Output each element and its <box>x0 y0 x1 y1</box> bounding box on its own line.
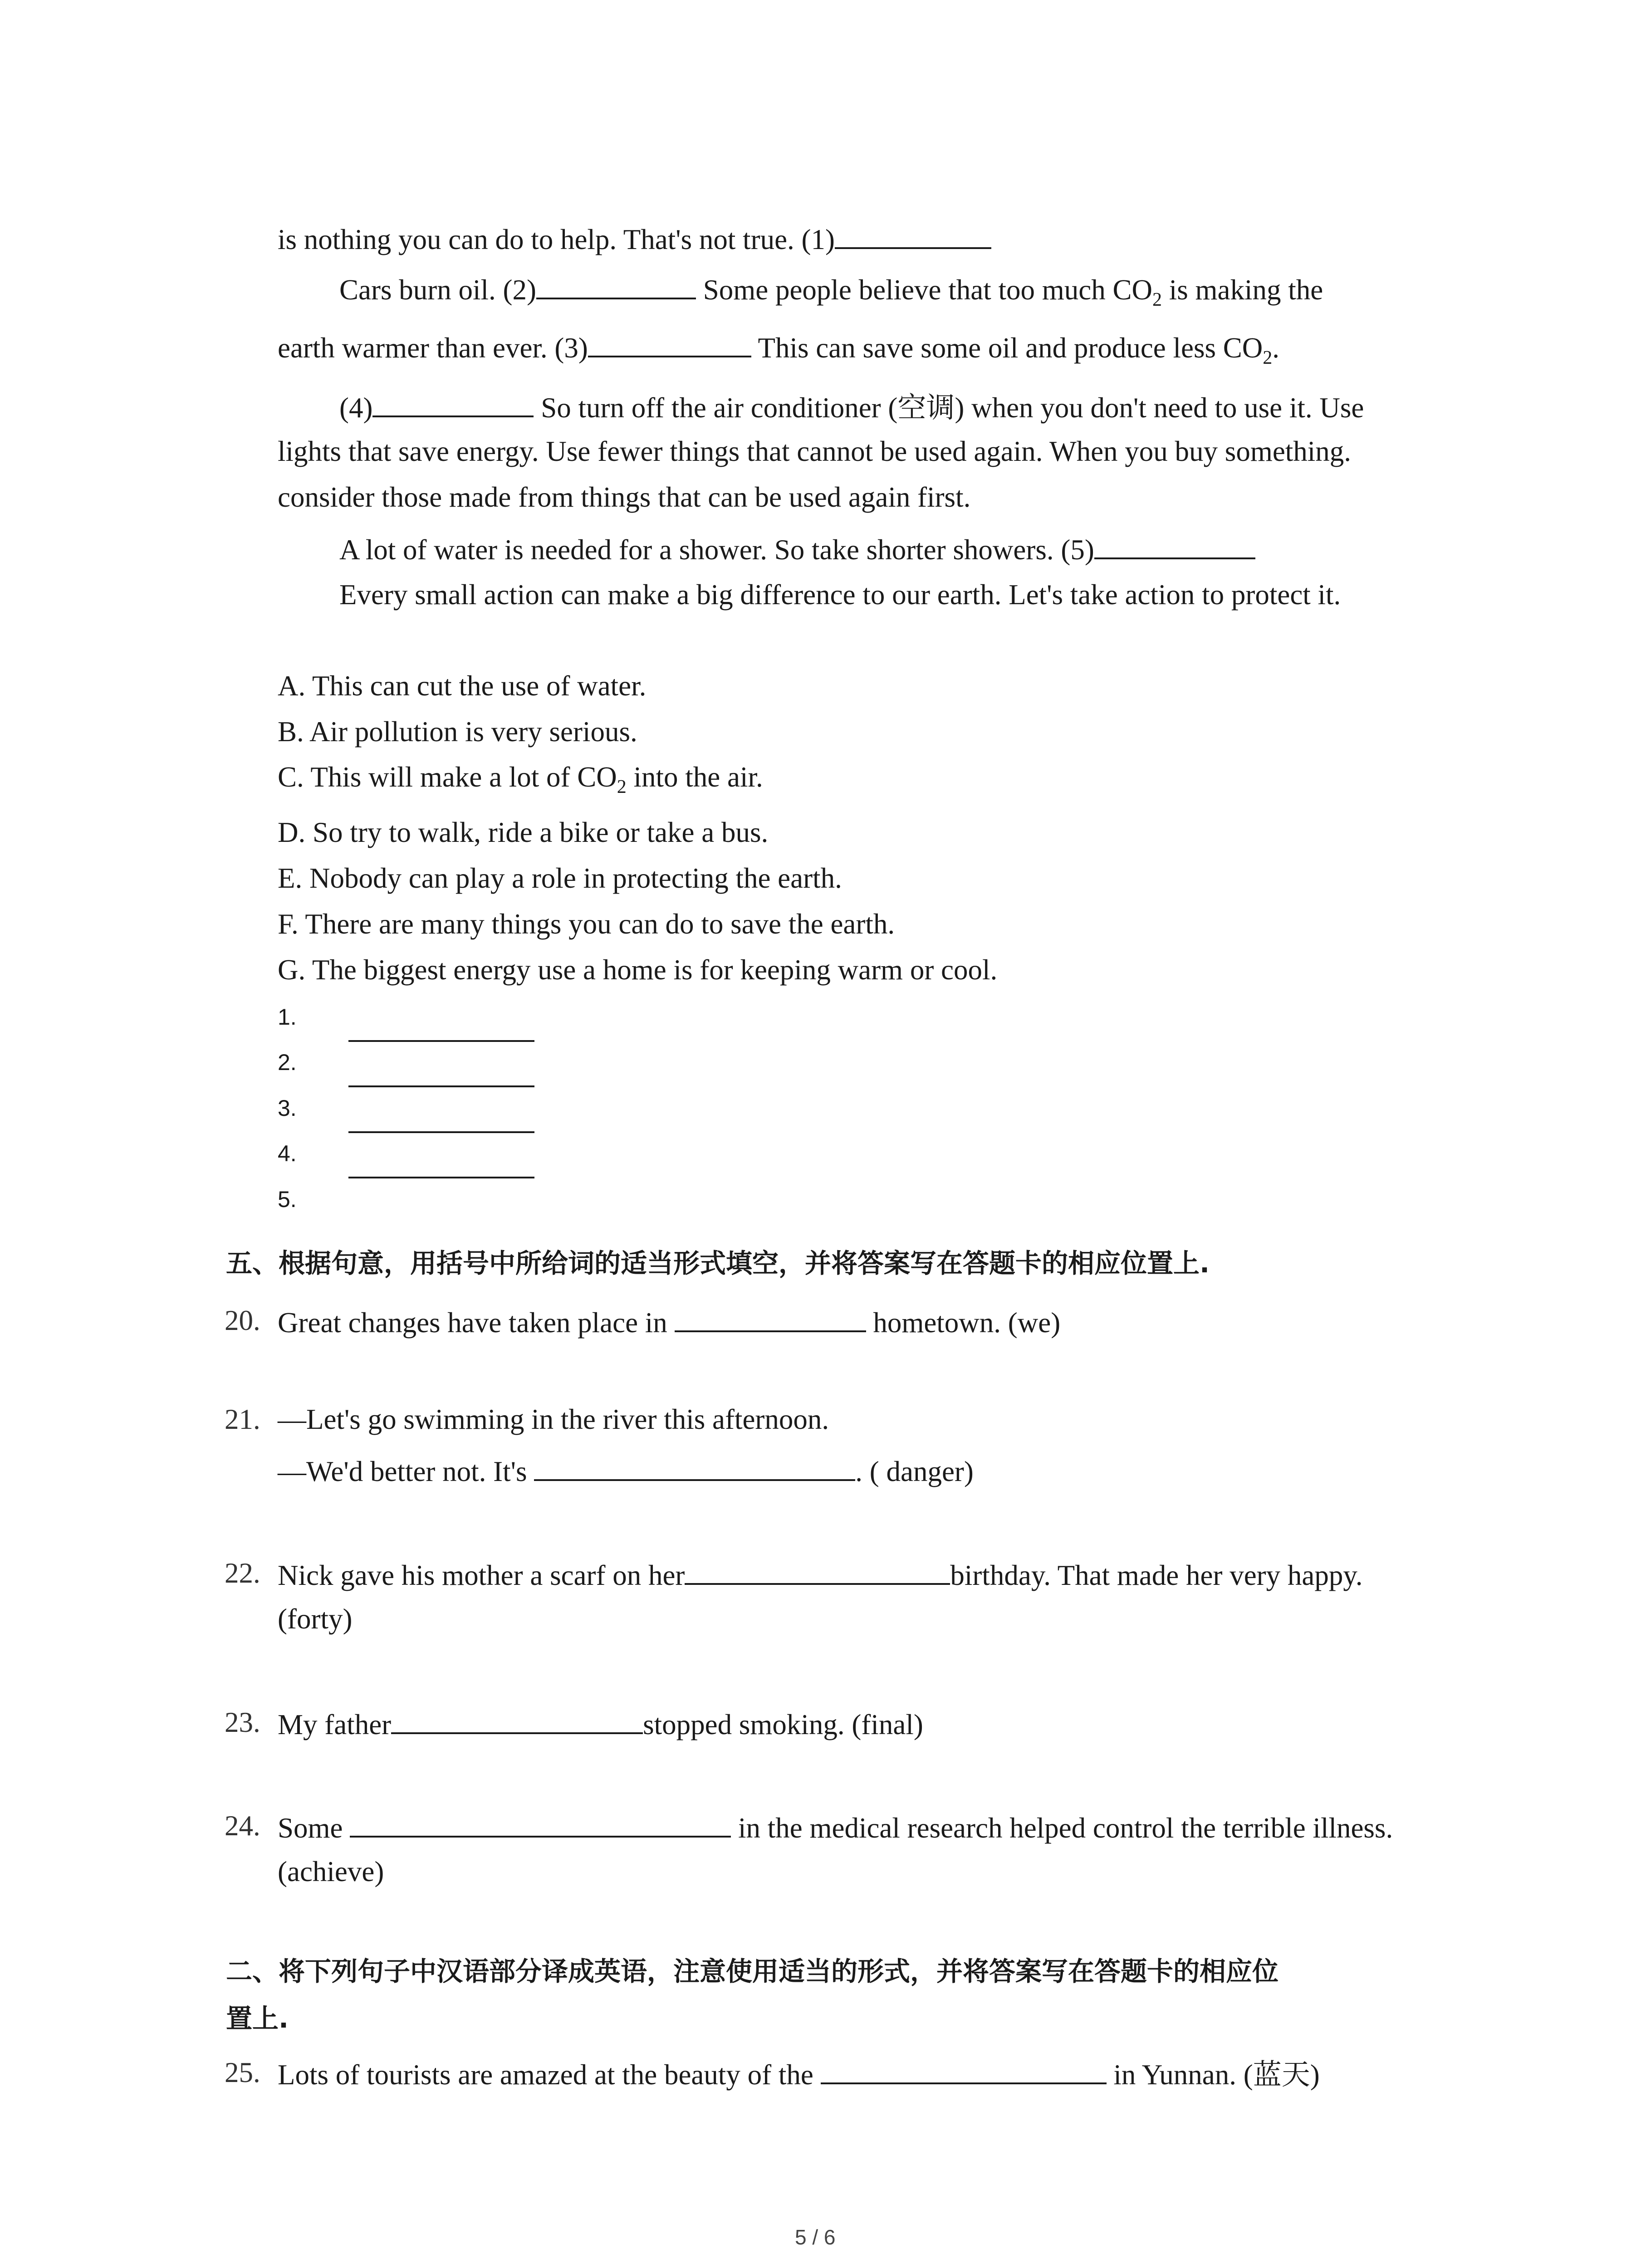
blank-1[interactable] <box>835 219 991 249</box>
answer-number-1: 1. <box>278 1004 297 1030</box>
question-22-line-1: Nick gave his mother a scarf on her birthday. That made her very happy. <box>278 1555 1363 1593</box>
question-25: Lots of tourists are amazed at the beauty of the in Yunnan. (蓝天) <box>278 2054 1320 2093</box>
option-d: D. So try to walk, ride a bike or take a bus. <box>278 816 769 848</box>
option-e: E. Nobody can play a role in protecting the earth. <box>278 862 842 894</box>
question-22-line-2: (forty) <box>278 1603 353 1635</box>
question-24-number: 24. <box>225 1810 260 1842</box>
q21-blank[interactable] <box>534 1451 855 1481</box>
page-number: 5 / 6 <box>795 2225 836 2249</box>
blank-3[interactable] <box>588 327 751 357</box>
passage-line-5: lights that save energy. Use fewer things that cannot be used again. When you buy something. <box>278 435 1352 467</box>
question-24-line-1: Some in the medical research helped control the terrible illness. <box>278 1808 1393 1846</box>
q20-blank[interactable] <box>675 1302 866 1332</box>
section-2-heading-line-1: 二、将下列句子中汉语部分译成英语，注意使用适当的形式，并将答案写在答题卡的相应位 <box>226 1956 1279 1987</box>
question-22-number: 22. <box>225 1557 260 1589</box>
question-20-number: 20. <box>225 1305 260 1336</box>
question-23: My father stopped smoking. (final) <box>278 1704 923 1743</box>
section-2-heading-line-2: 置上. <box>226 2003 289 2034</box>
blank-5[interactable] <box>1094 529 1255 559</box>
question-24-line-2: (achieve) <box>278 1856 384 1887</box>
option-a: A. This can cut the use of water. <box>278 670 647 702</box>
passage-line-7: A lot of water is needed for a shower. So take shorter showers. (5) <box>339 529 1255 568</box>
question-20: Great changes have taken place in hometown. (we) <box>278 1302 1060 1341</box>
answer-number-2: 2. <box>278 1050 297 1075</box>
question-23-number: 23. <box>225 1706 260 1738</box>
question-21-number: 21. <box>225 1403 260 1435</box>
q25-blank[interactable] <box>821 2054 1107 2084</box>
answer-number-3: 3. <box>278 1095 297 1121</box>
blank-4[interactable] <box>372 387 534 417</box>
q24-blank[interactable] <box>350 1808 731 1838</box>
blank-2[interactable] <box>536 269 696 299</box>
option-f: F. There are many things you can do to save the earth. <box>278 908 895 940</box>
option-b: B. Air pollution is very serious. <box>278 716 637 748</box>
question-21-line-1: —Let's go swimming in the river this afternoon. <box>278 1403 829 1435</box>
option-g: G. The biggest energy use a home is for keeping warm or cool. <box>278 954 998 986</box>
passage-line-1: is nothing you can do to help. That's not true. (1) <box>278 219 991 258</box>
option-c: C. This will make a lot of $CO_2$ into the air. <box>278 761 763 797</box>
answer-line-2[interactable] <box>348 1085 534 1087</box>
answer-line-1[interactable] <box>348 1040 534 1042</box>
section-5-heading: 五、根据句意，用括号中所给词的适当形式填空，并将答案写在答题卡的相应位置上. <box>226 1248 1210 1279</box>
answer-number-4: 4. <box>278 1141 297 1166</box>
passage-line-6: consider those made from things that can be used again first. <box>278 481 971 513</box>
answer-line-3[interactable] <box>348 1131 534 1133</box>
passage-line-8: Every small action can make a big difference to our earth. Let's take action to protect it. <box>339 579 1341 611</box>
passage-line-2: Cars burn oil. (2) Some people believe that too much $CO_2$ is making the <box>339 269 1323 308</box>
q23-blank[interactable] <box>391 1704 643 1734</box>
answer-number-5: 5. <box>278 1187 297 1212</box>
answer-line-4[interactable] <box>348 1177 534 1178</box>
passage-line-3: earth warmer than ever. (3) This can save some oil and produce less $CO_2$. <box>278 327 1279 366</box>
question-25-number: 25. <box>225 2057 260 2088</box>
question-21-line-2: —We'd better not. It's . ( danger) <box>278 1451 974 1490</box>
q22-blank[interactable] <box>685 1555 950 1585</box>
passage-line-4: (4) So turn off the air conditioner (空调) when you don't need to use it. Use <box>339 387 1364 426</box>
